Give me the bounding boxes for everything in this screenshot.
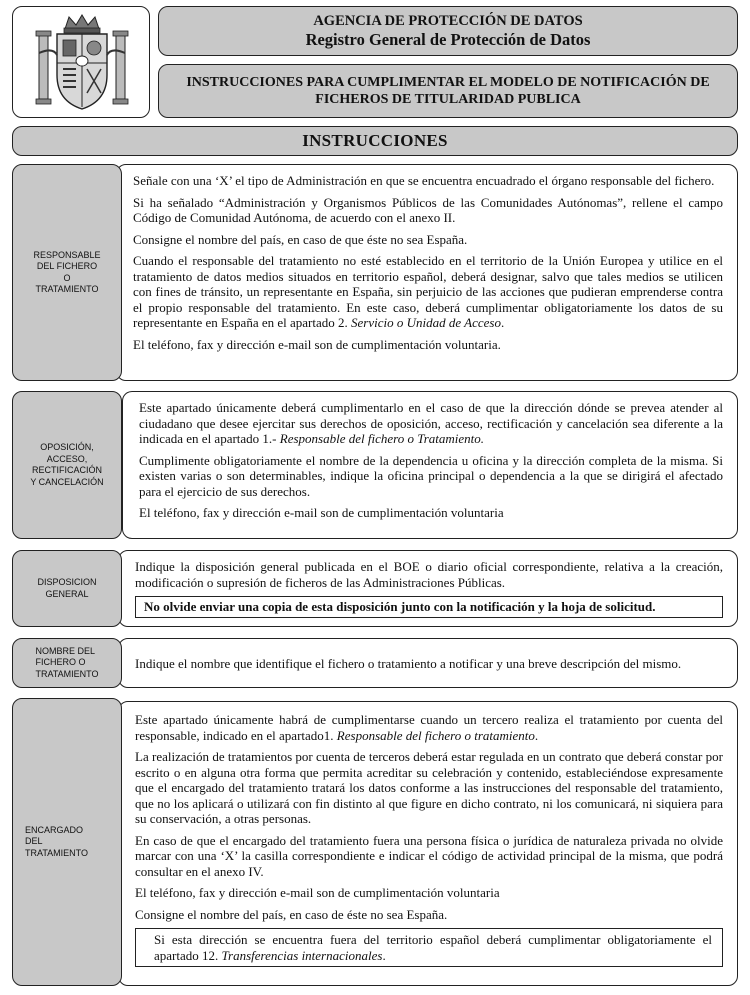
paragraph (133, 253, 723, 331)
note-reference: Transferencias internacionales (221, 947, 383, 963)
paragraph: El teléfono, fax y dirección e-mail son de cumplimentación voluntaria (139, 505, 504, 520)
paragraph: Indique el nombre que identifique el fichero o tratamiento a notificar y una breve descripción del mismo. (135, 656, 682, 672)
paragraph-text: Este apartado únicamente deberá cumplimentarlo en el caso de que la dirección dónde se prevea atender al ciudadano que desee ejercitar sus derechos de oposición, acceso, rectificación y cancelación sea diferente a la indicada en el apartado 1.- (139, 400, 723, 446)
logo-panel (12, 6, 150, 118)
paragraph (135, 712, 723, 743)
section-disposicion-content (118, 550, 738, 627)
section-nombre-content (118, 638, 738, 688)
paragraph (139, 400, 723, 447)
note-end: . (382, 947, 386, 963)
section-disposicion-label (12, 550, 122, 627)
paragraph-text: Este apartado únicamente habrá de cumplimentarse cuando un tercero realiza el tratamiento por cuenta del responsable, indicado en el apartado1. (135, 712, 723, 743)
section-responsable-content (116, 164, 738, 381)
note-box (135, 928, 723, 967)
instructions-heading-text: INSTRUCCIONES (302, 131, 448, 150)
form-title-text: INSTRUCCIONES PARA CUMPLIMENTAR EL MODELO DE NOTIFICACIÓN DE FICHEROS DE TITULARIDAD PUBLICA (186, 75, 710, 107)
paragraph: La realización de tratamientos por cuenta de terceros deberá estar regulada en un contrato que deberá constar por escrito o en alguna otra forma que permita acreditar su celebración y contenido, estableciéndose expresamente que el encargado del tratamiento tratará los datos conforme a las instrucciones del responsable del tratamiento, que no los aplicará o utilizará con fin distinto al que figure en dicho contrato, ni los comunicará, ni siquiera para su conservación, a otras personas. (135, 749, 723, 826)
paragraph: Consigne el nombre del país, en caso de éste no sea España. (135, 906, 448, 922)
paragraph-reference: Responsable del fichero o tratamiento (336, 727, 535, 743)
section-label-text: RESPONSABLE DEL FICHERO O TRATAMIENTO (33, 249, 101, 294)
section-nombre-label (12, 638, 122, 688)
agency-name: AGENCIA DE PROTECCIÓN DE DATOS (313, 12, 583, 29)
section-label-text: ENCARGADO DEL TRATAMIENTO (25, 824, 88, 858)
section-responsable-label (12, 164, 122, 381)
section-oposicion-content (122, 391, 738, 539)
section-label-text: OPOSICIÓN, ACCESO, RECTIFICACIÓN Y CANCELACIÓN (30, 442, 104, 487)
registry-name: Registro General de Protección de Datos (305, 29, 591, 49)
form-title (158, 64, 738, 118)
section-label-text: DISPOSICION GENERAL (37, 577, 97, 599)
instructions-heading (12, 126, 738, 156)
section-oposicion-label (12, 391, 122, 539)
section-encargado-label (12, 698, 122, 986)
paragraph-end: . (500, 315, 505, 330)
section-label-text: NOMBRE DEL FICHERO O TRATAMIENTO (35, 645, 99, 679)
paragraph-end: . (534, 727, 539, 743)
paragraph: Indique la disposición general publicada en el BOE o diario oficial correspondiente, relativa a la creación, modificación o supresión de ficheros de las Administraciones Públicas. (135, 559, 723, 590)
paragraph-reference: Responsable del fichero o Tratamiento. (279, 431, 485, 446)
coat-of-arms-icon (35, 13, 129, 113)
paragraph: Cumplimente obligatoriamente el nombre de la dependencia u oficina y la dirección completa de la misma. Si existen varias o son determinables, indique la oficina principal o dependencia a la que se dirigirá el afectado para el ejercicio de sus derechos. (139, 452, 723, 499)
paragraph: Señale con una ‘X’ el tipo de Administración en que se encuentra encuadrado el órgano responsable del fichero. (133, 173, 715, 188)
paragraph: El teléfono, fax y dirección e-mail son de cumplimentación voluntaria (135, 885, 500, 900)
paragraph: El teléfono, fax y dirección e-mail son de cumplimentación voluntaria. (133, 336, 501, 352)
note-text: Si esta dirección se encuentra fuera del territorio español deberá cumplimentar obligatoriamente el apartado 12. (154, 932, 712, 963)
paragraph: Consigne el nombre del país, en caso de que éste no sea España. (133, 231, 468, 247)
paragraph: En caso de que el encargado del tratamiento fuera una persona física o jurídica de naturaleza privada no olvide marcar con una ‘X’ la casilla correspondiente e indicar el código de actividad principal de la misma, que podrá consultar en el anexo IV. (135, 832, 723, 879)
warning-box: No olvide enviar una copia de esta disposición junto con la notificación y la hoja de solicitud. (135, 596, 723, 618)
paragraph-text: Cuando el responsable del tratamiento no esté establecido en el territorio de la Unión Europea y utilice en el tratamiento de datos medios situados en territorio español, deberá designar, salvo que tales medios se utilicen con fines de tránsito, un representante en España, sin perjuicio de las acciones que pudieran emprenderse contra el propio responsable del tratamiento. En este caso, deberá cumplimentar obligatoriamente los datos de su representante en España en el apartado 2. (133, 253, 723, 330)
paragraph-reference: Servicio o Unidad de Acceso (351, 315, 501, 330)
paragraph: Si ha señalado “Administración y Organismos Públicos de las Comunidades Autónomas”, rellene el campo Código de Comunidad Autónoma, de acuerdo con el anexo II. (133, 194, 723, 225)
agency-header (158, 6, 738, 56)
section-encargado-content (118, 701, 738, 986)
